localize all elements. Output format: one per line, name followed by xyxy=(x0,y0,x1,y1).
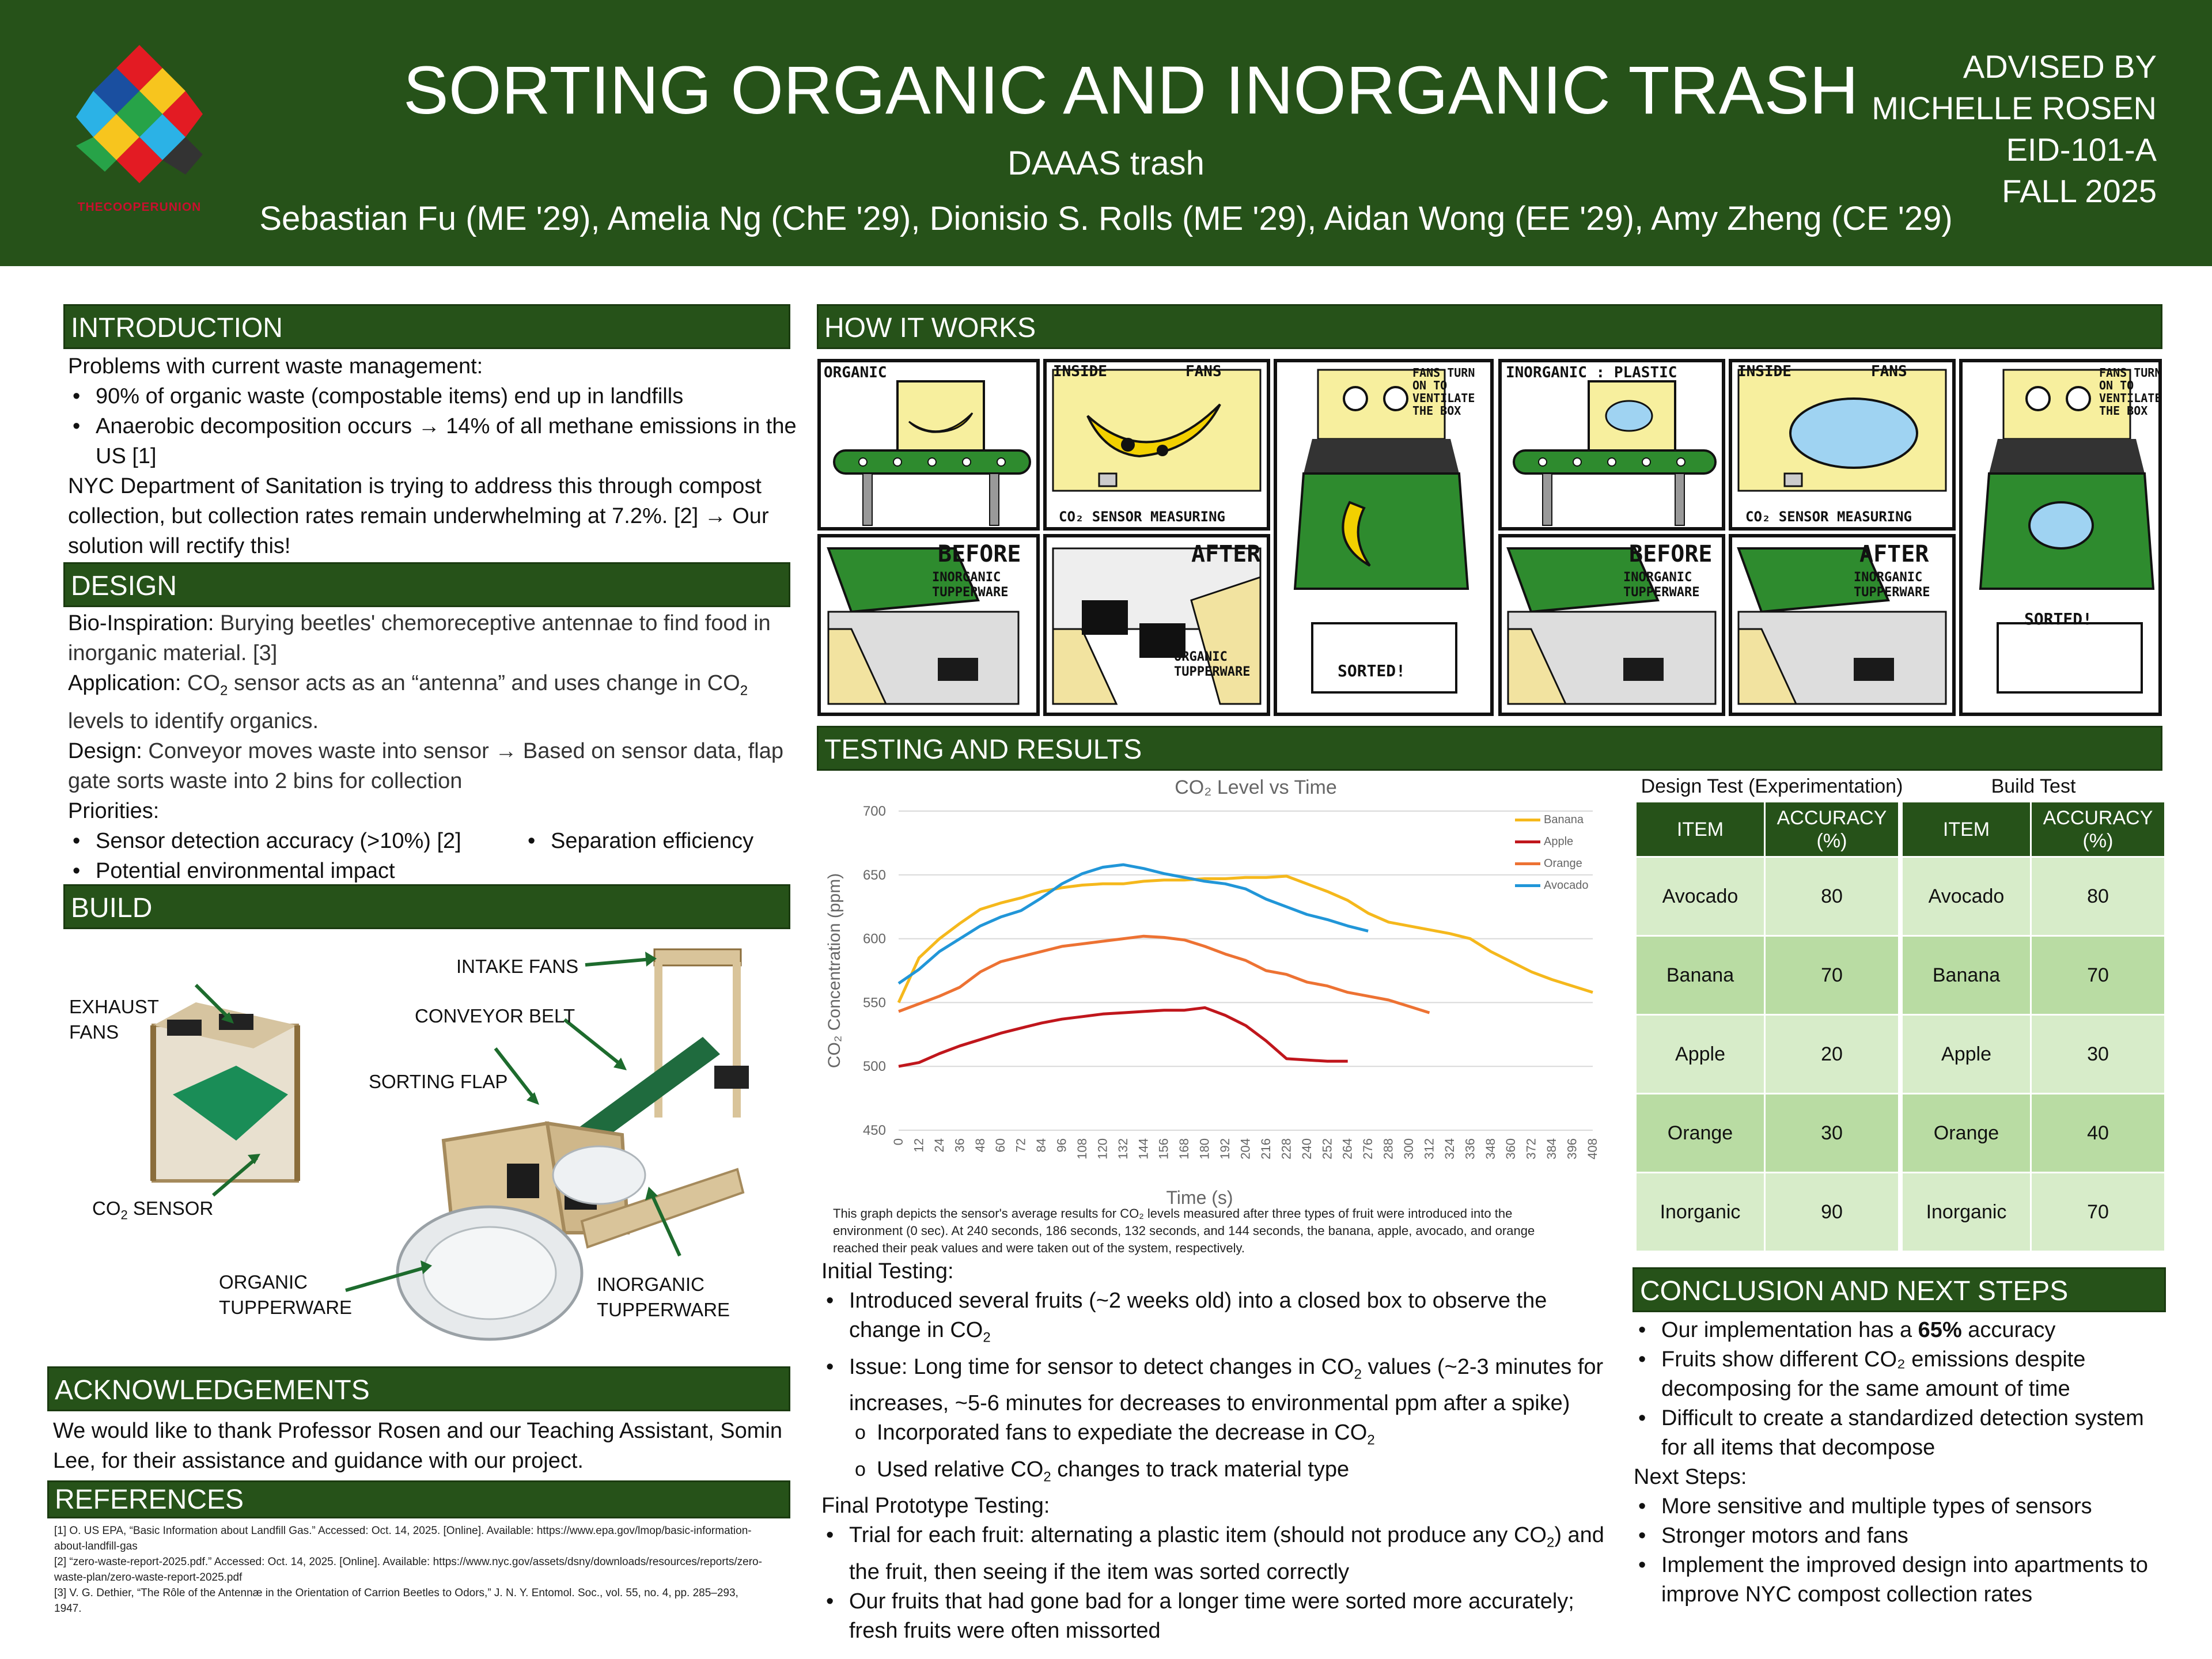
table-row xyxy=(1902,1094,2165,1173)
next-steps-label: Next Steps: xyxy=(1634,1465,1747,1489)
author-list: Sebastian Fu (ME '29), Amelia Ng (ChE '29), Dionisio S. Rolls (ME '29), Aidan Wong (EE '29), Amy Zheng (CE '29) xyxy=(259,200,1953,237)
build-heading: BUILD xyxy=(63,884,790,929)
value: levels to identify organics. xyxy=(68,709,319,733)
reference-item: [2] “zero-waste-report-2025.pdf.” Accessed: Oct. 14, 2025. [Online]. Available: https://www.nyc.gov/assets/dsny/downloads/resources/reports/zero-waste-plan/zero-waste-report-2025.pdf xyxy=(54,1556,762,1584)
comic-label: BEFORE xyxy=(938,541,1021,567)
x-tick-label: 132 xyxy=(1115,1138,1130,1160)
label: Bio-Inspiration: xyxy=(68,611,214,635)
list-item: • Anaerobic decomposition occurs → 14% of all methane emissions in the US [1] xyxy=(68,411,800,471)
text: Trial for each fruit: alternating a plastic item (should not produce any CO xyxy=(849,1523,1547,1548)
text: Our implementation has a xyxy=(1661,1318,1918,1342)
design-body xyxy=(68,608,800,886)
table-row xyxy=(1902,1015,2165,1094)
x-tick-label: 360 xyxy=(1503,1138,1518,1160)
list-item: • 90% of organic waste (compostable items) end up in landfills xyxy=(68,381,800,411)
item-cell: Banana xyxy=(1902,936,2031,1015)
references-heading: REFERENCES xyxy=(47,1480,790,1518)
x-tick-label: 216 xyxy=(1258,1138,1273,1160)
item-cell: Banana xyxy=(1636,936,1765,1015)
intro-lead: Problems with current waste management: xyxy=(68,354,483,378)
how-it-works-heading: HOW IT WORKS xyxy=(817,304,2162,349)
comic-label: INSIDE xyxy=(1737,363,1791,380)
header-banner xyxy=(0,0,2212,266)
text: Introduced several fruits (~2 weeks old) into a closed box to observe the change in CO xyxy=(849,1289,1547,1342)
comic-label: SORTED! xyxy=(1338,661,1406,680)
legend-swatch-orange xyxy=(1515,862,1540,865)
comic-label: INORGANIC : PLASTIC xyxy=(1506,364,1677,381)
list-item: • Fruits show different CO₂ emissions despite decomposing for the same amount of time xyxy=(1634,1345,2164,1404)
value: Conveyor moves waste into sensor → Based on sensor data, flap gate sorts waste into 2 bins for collection xyxy=(68,738,783,793)
comic-label: FANS TURN ON TO VENTILATE THE BOX xyxy=(1412,366,1475,418)
y-tick-label: 450 xyxy=(862,1123,886,1138)
poster-subtitle: DAAAS trash xyxy=(1007,145,1205,182)
comic-label: ORGANIC TUPPERWARE xyxy=(1174,650,1251,679)
list-item: • Our fruits that had gone bad for a longer time were sorted more accurately; fresh fruits were often missorted xyxy=(821,1587,1611,1646)
comic-label: SORTED! xyxy=(2024,609,2093,628)
table-row xyxy=(1636,1094,1899,1173)
y-tick-label: 650 xyxy=(862,867,886,883)
logo-wordmark: THECOOPERUNION xyxy=(77,200,202,214)
co2-line-chart xyxy=(818,795,1636,1221)
y-tick-label: 600 xyxy=(862,931,886,947)
legend-label: Apple xyxy=(1544,835,1574,848)
legend-item xyxy=(1515,877,1588,899)
label-inorganic-tupperware: INORGANIC TUPPERWARE xyxy=(597,1274,730,1320)
comic-label: INORGANIC TUPPERWARE xyxy=(1854,570,1930,600)
x-tick-label: 384 xyxy=(1544,1138,1559,1160)
x-tick-label: 108 xyxy=(1074,1138,1089,1160)
design-design xyxy=(68,736,800,796)
table-row xyxy=(1636,936,1899,1015)
item-cell: Avocado xyxy=(1902,857,2031,936)
series-line-apple xyxy=(899,1007,1348,1066)
x-tick-label: 204 xyxy=(1238,1138,1253,1160)
x-tick-label: 312 xyxy=(1422,1138,1437,1160)
x-tick-label: 72 xyxy=(1013,1138,1028,1153)
initial-testing-label: Initial Testing: xyxy=(821,1259,954,1283)
series-line-orange xyxy=(899,936,1430,1013)
item-cell: Apple xyxy=(1902,1015,2031,1094)
item-cell: Inorganic xyxy=(1636,1173,1765,1252)
x-tick-label: 24 xyxy=(931,1138,946,1153)
x-tick-label: 144 xyxy=(1136,1138,1151,1160)
y-axis-label: CO₂ Concentration (ppm) xyxy=(825,873,844,1069)
list-item: o Incorporated fans to expediate the decrease in $CO_2$ xyxy=(849,1418,1611,1455)
list-item: • Introduced several fruits (~2 weeks old) into a closed box to observe the change in $CO_2$ xyxy=(821,1286,1611,1353)
x-tick-label: 252 xyxy=(1320,1138,1335,1160)
list-item: • Separation efficiency xyxy=(523,826,800,856)
legend-label: Avocado xyxy=(1544,879,1589,892)
list-item xyxy=(1634,1316,2164,1345)
intro-paragraph: NYC Department of Sanitation is trying to address this through compost collection, but collection rates remain underwhelming at 7.2%. [2] → Our solution will rectify this! xyxy=(68,474,769,558)
x-tick-label: 12 xyxy=(911,1138,926,1153)
item-cell: Orange xyxy=(1636,1094,1765,1173)
list-item: • Sensor detection accuracy (>10%) [2] xyxy=(68,826,517,856)
list-item: • Stronger motors and fans xyxy=(1634,1521,2164,1551)
col-accuracy-header: ACCURACY (%) xyxy=(2031,802,2165,857)
x-tick-label: 96 xyxy=(1054,1138,1069,1153)
text: Incorporated fans to expediate the decrease in CO xyxy=(877,1421,1368,1445)
legend-swatch-banana xyxy=(1515,819,1540,821)
text: Used relative CO xyxy=(877,1457,1044,1482)
value: Burying beetles' chemoreceptive antennae to find food in inorganic material. [3] xyxy=(68,611,771,665)
conclusion-body xyxy=(1634,1316,2164,1609)
x-tick-label: 84 xyxy=(1034,1138,1049,1153)
x-tick-label: 36 xyxy=(952,1138,967,1153)
comic-label: AFTER xyxy=(1859,541,1929,567)
acknowledgements-heading: ACKNOWLEDGEMENTS xyxy=(47,1366,790,1411)
accuracy-cell: 70 xyxy=(2031,936,2165,1015)
item-cell: Inorganic xyxy=(1902,1173,2031,1252)
x-tick-label: 372 xyxy=(1524,1138,1539,1160)
design-priorities: Priorities: xyxy=(68,798,160,823)
x-tick-label: 300 xyxy=(1402,1138,1416,1160)
accuracy-cell: 80 xyxy=(1765,857,1899,936)
accuracy-cell: 90 xyxy=(1765,1173,1899,1252)
design-heading: DESIGN xyxy=(63,562,790,607)
legend-item xyxy=(1515,811,1588,833)
item-cell: Avocado xyxy=(1636,857,1765,936)
design-bio xyxy=(68,608,800,668)
label-organic-tupperware: ORGANIC TUPPERWARE xyxy=(219,1271,353,1318)
label-co2-sensor: $CO_2$ SENSOR xyxy=(92,1198,214,1222)
col-item-header: ITEM xyxy=(1636,802,1765,857)
label: Design: xyxy=(68,738,142,763)
accuracy-highlight: 65% xyxy=(1918,1318,1962,1342)
introduction-body xyxy=(68,351,800,561)
final-testing-label: Final Prototype Testing: xyxy=(821,1494,1050,1518)
introduction-heading: INTRODUCTION xyxy=(63,304,790,349)
x-tick-label: 408 xyxy=(1585,1138,1600,1160)
comic-label: INORGANIC TUPPERWARE xyxy=(932,570,1009,600)
label-part: SENSOR xyxy=(127,1198,214,1219)
accuracy-cell: 30 xyxy=(2031,1015,2165,1094)
value: CO xyxy=(181,671,221,695)
design-test-table xyxy=(1635,801,1900,1252)
legend-label: Banana xyxy=(1544,813,1584,826)
x-tick-label: 48 xyxy=(972,1138,987,1153)
x-tick-label: 0 xyxy=(891,1138,906,1146)
x-tick-label: 240 xyxy=(1299,1138,1314,1160)
list-item: • Implement the improved design into apartments to improve NYC compost collection rates xyxy=(1634,1551,2164,1609)
acknowledgements-text: We would like to thank Professor Rosen and our Teaching Assistant, Somin Lee, for their assistance and guidance with our project. xyxy=(53,1419,782,1473)
y-tick-label: 700 xyxy=(862,804,886,819)
x-tick-label: 336 xyxy=(1463,1138,1478,1160)
cooper-union-logo xyxy=(76,45,203,218)
comic-label: INSIDE xyxy=(1053,363,1107,380)
legend-item xyxy=(1515,855,1588,877)
series-line-banana xyxy=(899,876,1593,1002)
comic-label: AFTER xyxy=(1191,541,1261,567)
comic-label: INORGANIC TUPPERWARE xyxy=(1623,570,1700,600)
advisor-line: FALL 2025 xyxy=(2002,173,2157,209)
comic-label: ORGANIC xyxy=(824,364,887,381)
x-tick-label: 60 xyxy=(993,1138,1008,1153)
legend-swatch-apple xyxy=(1515,840,1540,843)
design-application: Application: $CO_2$ sensor acts as an “antenna” and uses change in $CO_2$ levels to identify organics. xyxy=(68,671,748,733)
conclusion-heading: CONCLUSION AND NEXT STEPS xyxy=(1633,1267,2166,1312)
advisor-line: MICHELLE ROSEN xyxy=(1872,90,2157,126)
legend-label: Orange xyxy=(1544,857,1582,870)
comic-label: FANS xyxy=(1185,363,1222,380)
table-row xyxy=(1636,857,1899,936)
advisor-block xyxy=(1811,46,2157,212)
label-intake-fans: INTAKE FANS xyxy=(456,956,579,977)
build-test-caption: Build Test xyxy=(1991,775,2076,797)
list-item: • Potential environmental impact xyxy=(68,856,517,886)
references-list xyxy=(54,1523,763,1616)
label-conveyor-belt: CONVEYOR BELT xyxy=(415,1005,575,1027)
label-part: CO xyxy=(92,1198,121,1219)
advisor-line: EID-101-A xyxy=(2006,131,2157,168)
reference-item: [1] O. US EPA, “Basic Information about Landfill Gas.” Accessed: Oct. 14, 2025. [Online]. Available: https://www.epa.gov/lmop/basic-information-about-landfill-gas xyxy=(54,1525,752,1552)
comic-label: CO₂ SENSOR MEASURING xyxy=(1745,509,1912,525)
label: Application: xyxy=(68,671,181,695)
accuracy-cell: 80 xyxy=(2031,857,2165,936)
x-tick-label: 288 xyxy=(1381,1138,1396,1160)
list-item: • More sensitive and multiple types of sensors xyxy=(1634,1492,2164,1521)
comic-label: FANS xyxy=(1871,363,1907,380)
col-item-header: ITEM xyxy=(1902,802,2031,857)
chart-caption: This graph depicts the sensor's average results for CO₂ levels measured after three types of fruit were introduced into the environment (0 sec). At 240 seconds, 186 seconds, 132 seconds, and 144 seconds, the banana, apple, avocado, and orange reached their peak values and were taken out of the system, respectively. xyxy=(833,1206,1535,1255)
x-tick-label: 276 xyxy=(1361,1138,1376,1160)
comic-label: BEFORE xyxy=(1629,541,1713,567)
x-tick-label: 348 xyxy=(1483,1138,1498,1160)
build-test-table xyxy=(1901,801,2166,1252)
comic-strip xyxy=(817,358,2162,717)
list-item: o Used relative $CO_2$ changes to track material type xyxy=(849,1455,1611,1492)
testing-body xyxy=(821,1257,1611,1646)
advisor-line: ADVISED BY xyxy=(1963,48,2157,85)
x-tick-label: 324 xyxy=(1442,1138,1457,1160)
table-row xyxy=(1636,1173,1899,1252)
list-item: • Issue: Long time for sensor to detect changes in $CO_2$ values (~2-3 minutes for increases, ~5-6 minutes for decreases to environmental ppm after a spike) xyxy=(821,1353,1611,1419)
item-cell: Apple xyxy=(1636,1015,1765,1094)
text: values (~2-3 minutes for increases, ~5-6 minutes for decreases to environmental ppm after a spike) xyxy=(849,1354,1604,1416)
chart-legend xyxy=(1515,811,1588,899)
poster-title: SORTING ORGANIC AND INORGANIC TRASH xyxy=(403,52,1859,128)
intro-bullets xyxy=(68,381,800,471)
x-tick-label: 156 xyxy=(1156,1138,1171,1160)
label-sorting-flap: SORTING FLAP xyxy=(369,1071,508,1092)
x-axis-label: Time (s) xyxy=(1166,1187,1233,1208)
accuracy-cell: 40 xyxy=(2031,1094,2165,1173)
accuracy-cell: 30 xyxy=(1765,1094,1899,1173)
label-exhaust-fans: EXHAUST FANS xyxy=(69,996,159,1043)
table-row xyxy=(1902,936,2165,1015)
item-cell: Orange xyxy=(1902,1094,2031,1173)
y-tick-label: 500 xyxy=(862,1059,886,1075)
comic-label: FANS TURN ON TO VENTILATE THE BOX xyxy=(2099,366,2162,418)
x-tick-label: 120 xyxy=(1095,1138,1110,1160)
chart-title: CO₂ Level vs Time xyxy=(1175,777,1337,798)
legend-item xyxy=(1515,833,1588,855)
x-tick-label: 264 xyxy=(1340,1138,1355,1160)
text: ) and the fruit, then seeing if the item was sorted correctly xyxy=(849,1523,1604,1584)
x-tick-label: 396 xyxy=(1565,1138,1580,1160)
table-row xyxy=(1902,1173,2165,1252)
text: changes to track material type xyxy=(1051,1457,1350,1482)
text: accuracy xyxy=(1961,1318,2056,1342)
legend-swatch-avocado xyxy=(1515,884,1540,887)
accuracy-cell: 70 xyxy=(2031,1173,2165,1252)
text: Issue: Long time for sensor to detect changes in CO xyxy=(849,1354,1354,1379)
accuracy-cell: 70 xyxy=(1765,936,1899,1015)
x-tick-label: 192 xyxy=(1218,1138,1233,1160)
list-item: • Trial for each fruit: alternating a plastic item (should not produce any $CO_2$) and the fruit, then seeing if the item was sorted correctly xyxy=(821,1521,1611,1587)
x-tick-label: 168 xyxy=(1177,1138,1192,1160)
x-tick-label: 180 xyxy=(1197,1138,1212,1160)
accuracy-cell: 20 xyxy=(1765,1015,1899,1094)
col-accuracy-header: ACCURACY (%) xyxy=(1765,802,1899,857)
table-row xyxy=(1902,857,2165,936)
x-tick-label: 228 xyxy=(1279,1138,1294,1160)
comic-label: CO₂ SENSOR MEASURING xyxy=(1059,509,1225,525)
design-test-caption: Design Test (Experimentation) xyxy=(1641,775,1903,797)
table-row xyxy=(1636,1015,1899,1094)
testing-heading: TESTING AND RESULTS xyxy=(817,726,2162,771)
reference-item: [3] V. G. Dethier, “The Rôle of the Antennæ in the Orientation of Carrion Beetles to Odors,” J. N. Y. Entomol. Soc., vol. 55, no. 4, pp. 285–293, 1947. xyxy=(54,1587,738,1615)
list-item: • Difficult to create a standardized detection system for all items that decompose xyxy=(1634,1404,2164,1463)
value: sensor acts as an “antenna” and uses change in CO xyxy=(228,671,740,695)
y-tick-label: 550 xyxy=(862,995,886,1011)
